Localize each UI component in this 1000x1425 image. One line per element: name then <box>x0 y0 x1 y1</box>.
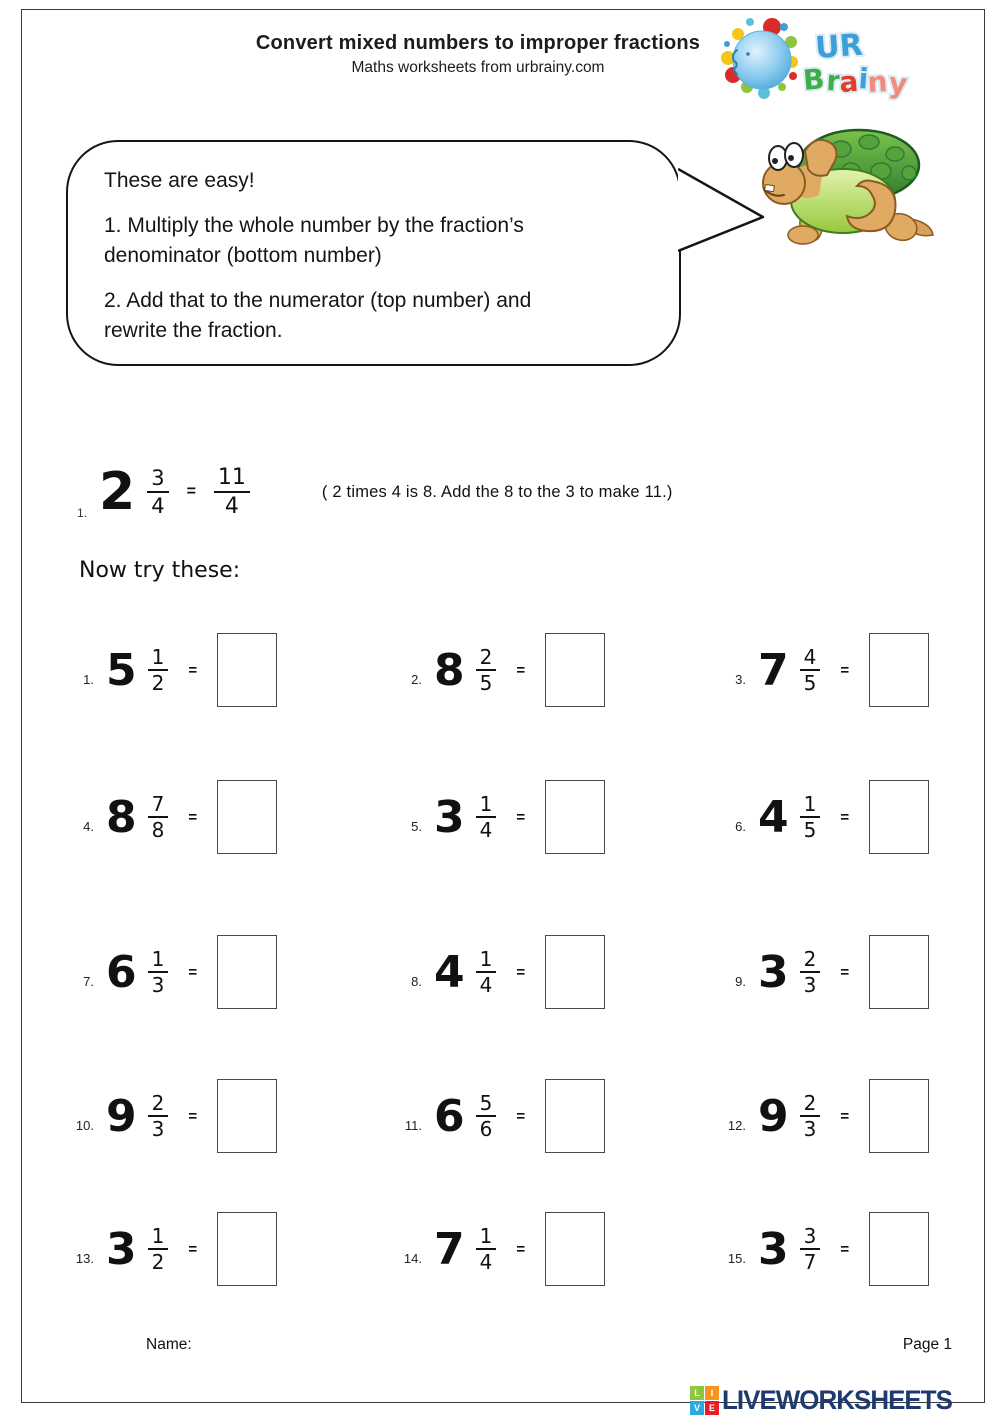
instructions-speech-bubble <box>66 140 681 366</box>
equals-sign: = <box>188 1240 198 1258</box>
urbrainy-ur-text: UR <box>814 27 864 66</box>
whole-number: 4 <box>758 791 789 843</box>
svg-text:B: B <box>801 62 826 97</box>
prompt-text: Now try these: <box>79 558 241 583</box>
problem-number: 13. <box>75 1250 94 1266</box>
fraction: $\frac{2}{3}$ <box>800 1092 821 1141</box>
fraction: $\frac{7}{8}$ <box>148 793 169 842</box>
answer-box-6[interactable] <box>869 780 929 854</box>
problem-3 <box>718 625 929 715</box>
problem-7 <box>66 927 277 1017</box>
answer-box-9[interactable] <box>869 935 929 1009</box>
equals-sign: = <box>840 661 850 679</box>
problem-number: 6. <box>735 818 746 834</box>
problem-11 <box>394 1071 605 1161</box>
whole-number: 5 <box>106 644 137 696</box>
equals-sign: = <box>840 808 850 826</box>
problem-number: 4. <box>83 818 94 834</box>
whole-number: 9 <box>758 1090 789 1142</box>
bubble-step-1: 1. Multiply the whole number by the fraction’s denominator (bottom number) <box>104 214 524 267</box>
whole-number: 3 <box>758 946 789 998</box>
equals-sign: = <box>516 1240 526 1258</box>
fraction: $\frac{1}{5}$ <box>800 793 821 842</box>
whole-number: 7 <box>758 644 789 696</box>
bubble-step-2: 2. Add that to the numerator (top number) and rewrite the fraction. <box>104 289 532 342</box>
problem-2 <box>394 625 605 715</box>
worksheet-page <box>21 9 985 1403</box>
fraction: $\frac{1}{4}$ <box>476 948 497 997</box>
example-result-fraction: $\frac{11}{4}$ <box>214 465 250 519</box>
equals-sign: = <box>188 661 198 679</box>
whole-number: 8 <box>434 644 465 696</box>
equals-sign: = <box>840 1107 850 1125</box>
whole-number: 6 <box>106 946 137 998</box>
answer-box-13[interactable] <box>217 1212 277 1286</box>
whole-number: 8 <box>106 791 137 843</box>
problem-4 <box>66 772 277 862</box>
answer-box-10[interactable] <box>217 1079 277 1153</box>
turtle-mascot-image <box>753 121 941 253</box>
problem-number: 14. <box>403 1250 422 1266</box>
fraction: $\frac{1}{2}$ <box>148 646 169 695</box>
problem-10 <box>66 1071 277 1161</box>
problem-number: 11. <box>404 1117 422 1133</box>
equals-sign: = <box>186 483 196 500</box>
fraction: $\frac{1}{4}$ <box>476 793 497 842</box>
problem-13 <box>66 1204 277 1294</box>
fraction: $\frac{1}{4}$ <box>476 1225 497 1274</box>
worked-example <box>77 450 673 534</box>
urbrainy-head-icon <box>721 18 798 99</box>
fraction: $\frac{2}{5}$ <box>476 646 497 695</box>
fraction: $\frac{1}{3}$ <box>148 948 169 997</box>
equals-sign: = <box>188 963 198 981</box>
fraction: $\frac{1}{2}$ <box>148 1225 169 1274</box>
svg-text:r: r <box>825 64 842 98</box>
page-title: Convert mixed numbers to improper fractions <box>255 32 701 54</box>
problem-15 <box>718 1204 929 1294</box>
problem-number: 15. <box>727 1250 746 1266</box>
answer-box-8[interactable] <box>545 935 605 1009</box>
answer-box-15[interactable] <box>869 1212 929 1286</box>
whole-number: 3 <box>106 1223 137 1275</box>
problem-12 <box>718 1071 929 1161</box>
problem-number: 12. <box>727 1117 746 1133</box>
answer-box-4[interactable] <box>217 780 277 854</box>
urbrainy-logo <box>720 14 925 102</box>
liveworksheets-blocks-icon: L I V E <box>690 1386 719 1415</box>
equals-sign: = <box>840 963 850 981</box>
fraction: $\frac{3}{7}$ <box>800 1225 821 1274</box>
whole-number: 7 <box>434 1223 465 1275</box>
example-number: 1. <box>77 506 88 520</box>
name-label: Name: <box>146 1336 192 1353</box>
problem-9 <box>718 927 929 1017</box>
equals-sign: = <box>516 963 526 981</box>
problem-14 <box>394 1204 605 1294</box>
answer-box-2[interactable] <box>545 633 605 707</box>
problem-number: 1. <box>83 671 94 687</box>
problem-1 <box>66 625 277 715</box>
example-whole-number: 2 <box>99 462 136 522</box>
problem-number: 9. <box>735 973 746 989</box>
bubble-intro: These are easy! <box>104 169 255 192</box>
svg-text:y: y <box>887 66 909 101</box>
page-subtitle: Maths worksheets from urbrainy.com <box>351 59 605 76</box>
whole-number: 3 <box>758 1223 789 1275</box>
urbrainy-brainy-text <box>802 62 909 101</box>
whole-number: 9 <box>106 1090 137 1142</box>
equals-sign: = <box>516 661 526 679</box>
fraction: $\frac{2}{3}$ <box>800 948 821 997</box>
equals-sign: = <box>516 808 526 826</box>
equals-sign: = <box>188 1107 198 1125</box>
example-explanation: ( 2 times 4 is 8. Add the 8 to the 3 to make 11.) <box>321 482 673 501</box>
problem-number: 3. <box>735 671 746 687</box>
problem-6 <box>718 772 929 862</box>
example-fraction: $\frac{3}{4}$ <box>147 466 168 517</box>
fraction: $\frac{4}{5}$ <box>800 646 821 695</box>
fraction: $\frac{5}{6}$ <box>476 1092 497 1141</box>
fraction: $\frac{2}{3}$ <box>148 1092 169 1141</box>
answer-box-3[interactable] <box>869 633 929 707</box>
answer-box-12[interactable] <box>869 1079 929 1153</box>
svg-text:n: n <box>866 64 889 99</box>
problem-number: 7. <box>83 973 94 989</box>
equals-sign: = <box>516 1107 526 1125</box>
problem-number: 5. <box>411 818 422 834</box>
answer-box-14[interactable] <box>545 1212 605 1286</box>
problem-number: 8. <box>411 973 422 989</box>
equals-sign: = <box>188 808 198 826</box>
svg-text:a: a <box>838 64 860 99</box>
liveworksheets-logo <box>690 1385 962 1416</box>
equals-sign: = <box>840 1240 850 1258</box>
whole-number: 4 <box>434 946 465 998</box>
problem-number: 10. <box>75 1117 94 1133</box>
answer-box-5[interactable] <box>545 780 605 854</box>
page-number: Page 1 <box>902 1336 952 1353</box>
whole-number: 6 <box>434 1090 465 1142</box>
answer-box-7[interactable] <box>217 935 277 1009</box>
problem-8 <box>394 927 605 1017</box>
problem-number: 2. <box>411 671 422 687</box>
svg-text:i: i <box>857 62 870 96</box>
answer-box-11[interactable] <box>545 1079 605 1153</box>
whole-number: 3 <box>434 791 465 843</box>
problem-5 <box>394 772 605 862</box>
answer-box-1[interactable] <box>217 633 277 707</box>
liveworksheets-wordmark: LIVEWORKSHEETS <box>722 1385 952 1415</box>
